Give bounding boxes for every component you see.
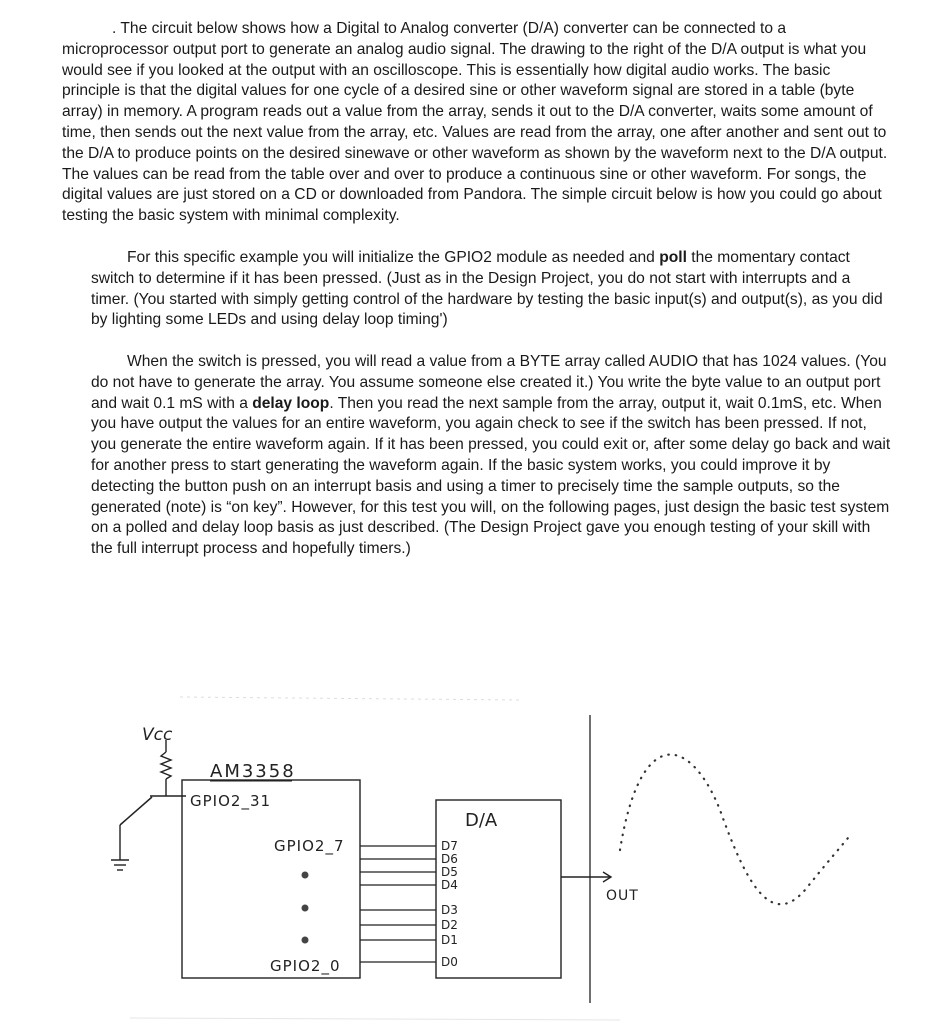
gpio-bottom-label: GPIO2_0 <box>270 957 341 975</box>
gpio-top-label: GPIO2_7 <box>274 837 345 855</box>
ellipsis-dot <box>302 872 309 879</box>
switch-blade <box>120 797 152 825</box>
delay-loop-bold: delay loop <box>252 394 330 412</box>
dac-label: D/A <box>465 810 498 831</box>
audio-text-a: When the switch is pressed, you will read a value from a BYTE array called AUDIO that has 1024 values. (You do not have to generate the array. You assume someone else created it.) You write the byte value to an output port and wait 0.1 mS with a <box>91 353 887 412</box>
audio-text-b: . Then you read the next sample from the array, output it, wait 0.1mS, etc. When you have output the values for an entire waveform, you again check to see if the switch has been pressed. If not, you generate the entire waveform again. If it has been pressed, you could exit or, after some delay go back and wait for another press to start generating the waveform again. If the basic system works, you could improve it by detecting the button push on an interrupt basis and using a timer to precisely time the sample outputs, so the generated (note) is “on key”. However, for this test you will, on the following pages, just design the basic test system on a polled and delay loop basis as just described. (The Design Project gave you enough testing of your skill with the full interrupt process and hopefully timers.) <box>91 394 891 558</box>
pin-d0: D0 <box>441 955 458 969</box>
ellipsis-dot <box>302 937 309 944</box>
out-label: OUT <box>606 888 639 904</box>
ellipsis-dot <box>302 905 309 912</box>
pin-d6: D6 <box>441 852 458 866</box>
pin-d1: D1 <box>441 933 458 947</box>
vcc-label: Vcc <box>142 725 173 745</box>
chip-name: AM3358 <box>210 761 296 782</box>
polling-text-b: the momentary contact switch to determine if it has been pressed. (Just as in the Design Project, you do not start with interrupts and a timer. (You started with simply getting control of the hardware by testing the basic input(s) and output(s), as you did by lighting some LEDs and using delay loop timing') <box>91 249 883 329</box>
poll-bold: poll <box>659 249 687 266</box>
gpio-input-label: GPIO2_31 <box>190 792 272 810</box>
pullup-resistor <box>161 752 171 779</box>
pin-d4: D4 <box>441 878 458 892</box>
pin-d2: D2 <box>441 918 458 932</box>
sine-waveform <box>620 755 848 905</box>
pin-d7: D7 <box>441 839 458 853</box>
pin-d5: D5 <box>441 865 458 879</box>
data-bus <box>360 846 436 962</box>
ground-symbol <box>111 860 129 870</box>
pin-d3: D3 <box>441 903 458 917</box>
intro-paragraph: . The circuit below shows how a Digital to Analog converter (D/A) converter can be connected to a microprocessor output port to generate an analog audio signal. The drawing to the right of the D/A output is what you would see if you looked at the output with an oscilloscope. This is essentially how digital audio works. The basic principle is that the digital values for one cycle of a desired sine or other waveform signal are stored in a table (byte array) in memory. A program reads out a value from the array, sends it out to the D/A converter, waits some amount of time, then sends out the next value from the array, etc. Values are read from the array, one after another and sent out to the D/A to produce points on the desired sinewave or other waveform as shown by the waveform next to the D/A output. The values can be read from the table over and over to produce a continuous sine or other waveform. For songs, the digital values are just stored on a CD or downloaded from Pandora. The simple circuit below is how you could go about testing the basic system with minimal complexity. <box>62 20 888 225</box>
polling-text-a: For this specific example you will initialize the GPIO2 module as needed and <box>127 249 660 266</box>
